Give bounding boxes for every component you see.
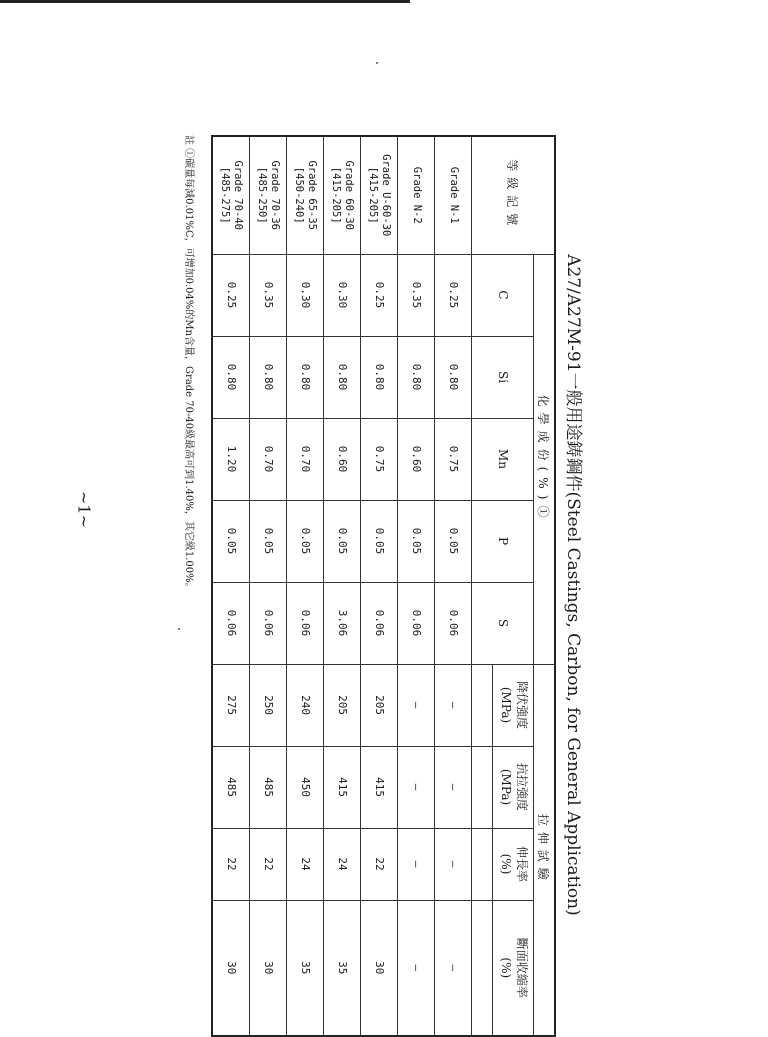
tensile-cell: 485 — [213, 746, 250, 828]
si-cell: 0.80 — [250, 336, 287, 418]
yield-cell: 240 — [287, 664, 324, 746]
c-cell: 0.25 — [435, 254, 472, 336]
grade-cell: Grade N-2 — [398, 136, 435, 254]
si-cell: 0.80 — [287, 336, 324, 418]
elongation-cell: 22 — [361, 828, 398, 900]
s-cell: 3.06 — [324, 582, 361, 664]
mn-cell: 0.75 — [435, 418, 472, 500]
header-row-groups — [534, 136, 556, 1036]
elongation-cell: 22 — [250, 828, 287, 900]
reduction-cell: 30 — [213, 900, 250, 1036]
mn-cell: 0.60 — [398, 418, 435, 500]
tensile-strength-header — [493, 746, 534, 828]
table-row — [324, 136, 361, 1036]
header-row-elements — [493, 136, 534, 1036]
tensile-test-header: 拉伸試驗 — [534, 664, 556, 1036]
elongation-header — [493, 828, 534, 900]
element-p-header: P — [472, 500, 534, 582]
s-cell: 0.06 — [361, 582, 398, 664]
yield-cell: 205 — [324, 664, 361, 746]
reduction-of-area-header — [493, 900, 534, 1036]
yield-cell: — — [435, 664, 472, 746]
elongation-cell: 22 — [213, 828, 250, 900]
elongation-label: 伸長率 — [514, 846, 529, 883]
grade-cell: Grade 65-35 [450-240] — [287, 136, 324, 254]
elongation-cell: — — [435, 828, 472, 900]
c-cell: 0.25 — [213, 254, 250, 336]
p-cell: 0.05 — [324, 500, 361, 582]
tensile-cell: 450 — [287, 746, 324, 828]
s-cell: 0.06 — [398, 582, 435, 664]
rotated-document — [170, 135, 590, 1035]
footnote: 註 ①碳量每減0.01%C，可增加0.04%的Mn含量，Grade 70-40級最高可到1.40%，其它級1.00%。 — [183, 135, 194, 593]
grade-cell: Grade U-60-30 [415-205] — [361, 136, 398, 254]
mn-cell: 1.20 — [213, 418, 250, 500]
s-cell: 0.06 — [287, 582, 324, 664]
yield-label: 降伏強度 — [514, 681, 529, 730]
tensile-cell: 485 — [250, 746, 287, 828]
c-cell: 0.30 — [324, 254, 361, 336]
c-cell: 0.35 — [250, 254, 287, 336]
document-title: A27/A27M-91一般用途鋳鋼件(Steel Castings, Carbon, for General Application) — [563, 254, 583, 916]
s-cell: 0.06 — [213, 582, 250, 664]
yield-cell: 205 — [361, 664, 398, 746]
tensile-label: 抗拉強度 — [514, 763, 529, 812]
table-row — [213, 136, 250, 1036]
reduction-label: 斷面收縮率 — [514, 937, 529, 998]
chemical-composition-header: 化學成份(%)① — [534, 254, 556, 664]
tensile-cell: — — [398, 746, 435, 828]
yield-cell: 275 — [213, 664, 250, 746]
yield-cell: 250 — [250, 664, 287, 746]
grade-cell: Grade N-1 — [435, 136, 472, 254]
c-cell: 0.30 — [287, 254, 324, 336]
p-cell: 0.05 — [361, 500, 398, 582]
table-row — [398, 136, 435, 1036]
yield-unit: (MPa) — [499, 686, 513, 724]
p-cell: 0.05 — [213, 500, 250, 582]
reduction-cell: 30 — [361, 900, 398, 1036]
reduction-cell: 35 — [324, 900, 361, 1036]
table-row — [435, 136, 472, 1036]
p-cell: 0.05 — [250, 500, 287, 582]
mn-cell: 0.60 — [324, 418, 361, 500]
si-cell: 0.80 — [435, 336, 472, 418]
header-spacer-cell — [472, 746, 493, 828]
table-row — [287, 136, 324, 1036]
elongation-cell: 24 — [324, 828, 361, 900]
top-border-line — [0, 0, 410, 3]
header-spacer-cell — [472, 900, 493, 1036]
table-row — [361, 136, 398, 1036]
tensile-cell: — — [435, 746, 472, 828]
mn-cell: 0.70 — [287, 418, 324, 500]
element-mn-header: Mn — [472, 418, 534, 500]
grade-cell: Grade 60-30 [415-205] — [324, 136, 361, 254]
p-cell: 0.05 — [398, 500, 435, 582]
tensile-unit: (MPa) — [499, 768, 513, 806]
si-cell: 0.80 — [361, 336, 398, 418]
p-cell: 0.05 — [435, 500, 472, 582]
reduction-cell: 30 — [250, 900, 287, 1036]
si-cell: 0.80 — [398, 336, 435, 418]
yield-cell: — — [398, 664, 435, 746]
yield-strength-header — [493, 664, 534, 746]
reduction-cell: 35 — [287, 900, 324, 1036]
grade-header: 等級記號 — [472, 136, 556, 254]
reduction-cell: — — [435, 900, 472, 1036]
element-s-header: S — [472, 582, 534, 664]
p-cell: 0.05 — [287, 500, 324, 582]
mn-cell: 0.75 — [361, 418, 398, 500]
element-si-header: Si — [472, 336, 534, 418]
header-spacer-cell — [472, 828, 493, 900]
grade-cell: Grade 70-40 [485-275] — [213, 136, 250, 254]
steel-castings-table — [212, 135, 557, 1037]
grade-cell: Grade 70-36 [485-250] — [250, 136, 287, 254]
elongation-unit: (%) — [499, 853, 513, 875]
si-cell: 0.80 — [213, 336, 250, 418]
page-number-block — [64, 450, 104, 580]
header-spacer-cell — [472, 664, 493, 746]
elongation-cell: — — [398, 828, 435, 900]
mn-cell: 0.70 — [250, 418, 287, 500]
reduction-unit: (%) — [499, 957, 513, 979]
c-cell: 0.35 — [398, 254, 435, 336]
table-row — [250, 136, 287, 1036]
s-cell: 0.06 — [435, 582, 472, 664]
reduction-cell: — — [398, 900, 435, 1036]
tensile-cell: 415 — [324, 746, 361, 828]
scan-speck — [376, 62, 378, 64]
elongation-cell: 24 — [287, 828, 324, 900]
c-cell: 0.25 — [361, 254, 398, 336]
s-cell: 0.06 — [250, 582, 287, 664]
tensile-cell: 415 — [361, 746, 398, 828]
page-number: ~1~ — [74, 491, 94, 528]
si-cell: 0.80 — [324, 336, 361, 418]
element-c-header: C — [472, 254, 534, 336]
